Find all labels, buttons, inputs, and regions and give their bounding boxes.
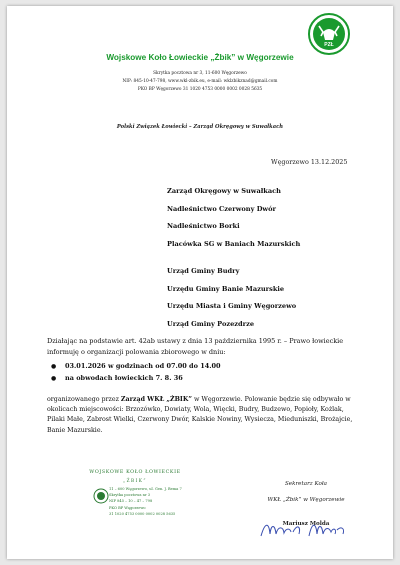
bullet-item xyxy=(51,372,221,384)
intro-paragraph: Działając na podstawie art. 42ab ustawy z dnia 13 października 1995 r. – Prawo łowieckie informuję o organizacji polowania zbiorowego w dniu: xyxy=(47,337,344,356)
recipient: Urzędu Gminy Banie Mazurskie xyxy=(167,284,285,293)
organizer-prefix: organizowanego przez xyxy=(47,396,121,403)
pzl-logo xyxy=(307,12,351,56)
letter-date: Węgorzewo 13.12.2025 xyxy=(271,158,348,166)
svg-text:PZŁ: PZŁ xyxy=(324,42,334,48)
signatory-role: Sekretarz Koła xyxy=(284,481,328,487)
stamp-name: „ŻBIK” xyxy=(122,478,148,483)
signatory-org: WKŁ „Żbik” w Węgorzewie xyxy=(267,497,345,503)
bullet-icon: ● xyxy=(51,362,57,370)
organizer-details: w Węgorzewie. Polowanie będzie się odbywało w okolicach miejscowości: Brzozówko, Dowiaty, Wola, Więcki, Budry, Budzewo, Popioły, Kożlak, Pilaki Małe, Zabrost Wielki, Czerwony Dwór, Kalskie Nowiny, Wysiecza, Mieduniszki, Brożajcie, Banie Mazurskie. xyxy=(47,396,353,434)
club-bank-account: PKO BP Węgorzewo 31 1020 4753 0000 0002 0028 5635 xyxy=(137,87,263,92)
bullet-item xyxy=(51,360,221,372)
recipient: Urząd Gminy Pozezdrze xyxy=(167,319,255,328)
stamp-line: NIP 845 – 10 – 47 – 798 xyxy=(109,499,153,504)
bullet-icon: ● xyxy=(51,374,57,382)
stamp-logo-icon xyxy=(93,488,109,504)
organizer-name: Zarząd WKŁ „ŻBIK” xyxy=(120,396,192,403)
recipient: Zarząd Okręgowy w Suwałkach xyxy=(167,187,281,195)
letter-page xyxy=(7,6,393,559)
recipients-list xyxy=(167,187,300,337)
club-nip-web-email: NIP: 845-10-47-798, www.wkl-zbik.eu, e-mail: wklzbikznad@gmail.com xyxy=(122,79,278,84)
club-address: Skrytka pocztowa nr 3, 11-600 Węgorzewo xyxy=(153,71,247,76)
stamp-line: Skrytka pocztowa nr 3 xyxy=(109,493,151,498)
bullet-date-time: 03.01.2026 w godzinach od 07.00 do 14.00 xyxy=(65,362,221,370)
stamp-details xyxy=(109,486,182,517)
society-name: Polski Związek Łowiecki – Zarząd Okręgowy w Suwałkach xyxy=(116,124,284,130)
organizer-paragraph xyxy=(47,395,355,436)
handwritten-signature xyxy=(257,516,349,542)
club-name: Wojskowe Koło Łowieckie „Żbik” w Węgorzewie xyxy=(106,53,294,62)
club-contact xyxy=(7,70,393,94)
signatory-name: Mariusz Molda xyxy=(282,521,330,527)
stamp-line: 11 – 600 Węgorzewo, ul. Gen. J. Bema 7 xyxy=(109,487,182,491)
recipient: Placówka SG w Baniach Mazurskich xyxy=(167,239,301,248)
stamp-line: 31 1020 4753 0000 0002 0028 5635 xyxy=(109,511,176,516)
recipient: Nadleśnictwo Borki xyxy=(167,222,240,230)
stamp-line: PKO BP Węgorzewo xyxy=(109,505,146,510)
club-stamp xyxy=(47,466,223,556)
stamp-title: WOJSKOWE KOŁO ŁOWIECKIE xyxy=(89,470,181,475)
recipient: Nadleśnictwo Czerwony Dwór xyxy=(167,204,276,213)
recipient: Urząd Gminy Budry xyxy=(167,267,240,275)
recipient: Urzędu Miasta i Gminy Węgorzewo xyxy=(167,302,297,310)
bullet-areas: na obwodach łowieckich 7. 8. 36 xyxy=(65,374,183,382)
bullet-list xyxy=(51,360,221,384)
